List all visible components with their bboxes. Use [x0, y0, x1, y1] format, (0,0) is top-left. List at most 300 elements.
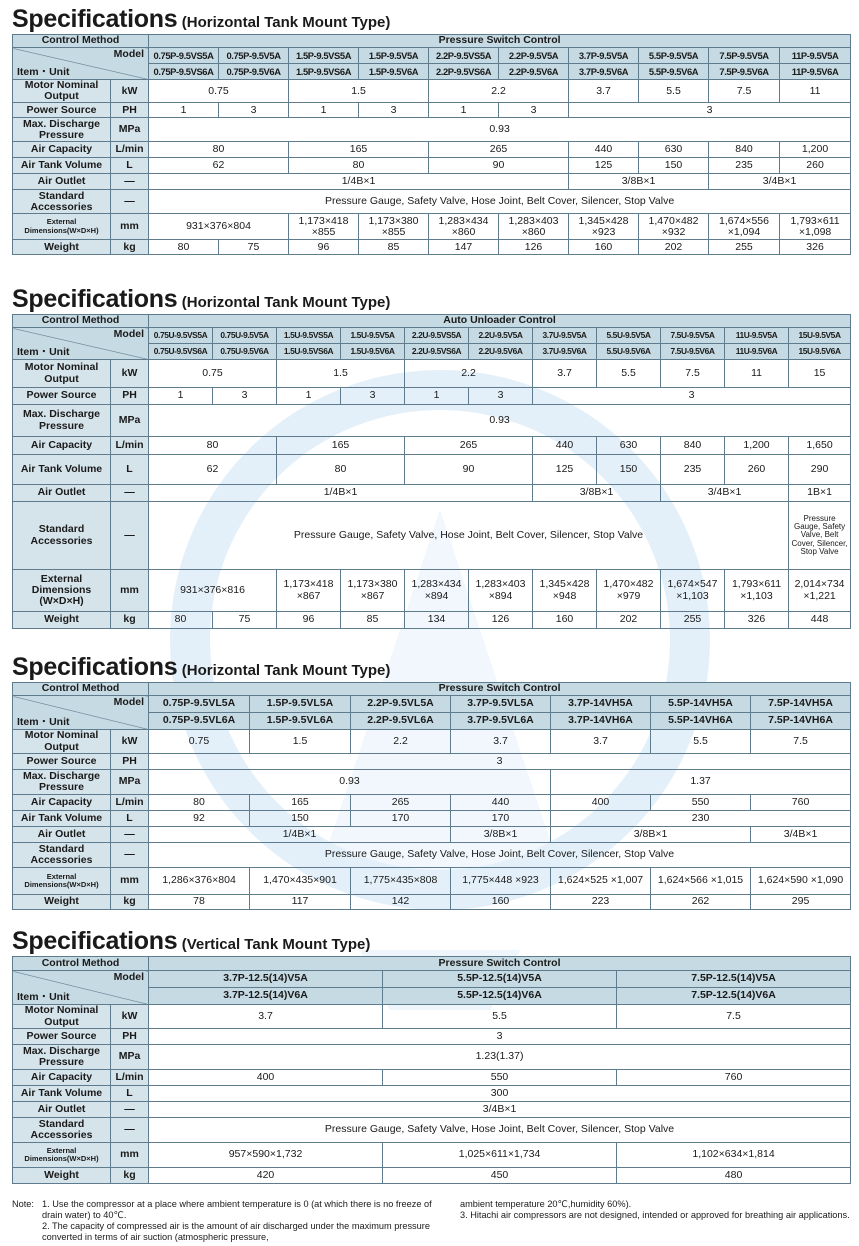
model-cell: 1.5U-9.5VS6A [277, 344, 341, 360]
cell: 3/4B×1 [661, 485, 789, 502]
model-cell: 0.75U-9.5VS5A [149, 328, 213, 344]
cell: 1,624×590 ×1,090 [751, 868, 851, 895]
note-item: 1. Use the compressor at a place where ambient temperature is 0 (at which there is no freeze of drain water) to 40℃. [42, 1199, 432, 1220]
spec-section-1 [12, 4, 850, 255]
model-item-header [13, 328, 149, 360]
cell: 1.5 [277, 360, 405, 388]
cell: 840 [661, 437, 725, 455]
cell: 3/4B×1 [751, 827, 851, 843]
row-unit: — [111, 485, 149, 502]
row-unit: PH [111, 754, 149, 770]
cell: 3 [359, 103, 429, 118]
model-cell: 2.2P-9.5VL5A [351, 696, 451, 713]
row-label: Motor Nominal Output [13, 730, 111, 754]
model-label: Model [113, 48, 145, 60]
cell: 80 [149, 142, 289, 158]
row-label: Air Capacity [13, 437, 111, 455]
model-cell: 2.2U-9.5V5A [469, 328, 533, 344]
cell: 3 [149, 754, 851, 770]
notes-column-left [12, 1199, 452, 1243]
cell: 170 [451, 811, 551, 827]
cell: 1 [277, 388, 341, 405]
model-label: Model [113, 696, 145, 708]
row-unit: L [111, 811, 149, 827]
model-cell: 5.5U-9.5V5A [597, 328, 661, 344]
control-method-value: Pressure Switch Control [149, 683, 851, 696]
control-method-label: Control Method [13, 315, 149, 328]
cell: 7.5 [709, 80, 780, 103]
cell: 3 [219, 103, 289, 118]
cell: 3.7 [551, 730, 651, 754]
cell: 3 [341, 388, 405, 405]
spec-table-4 [12, 956, 851, 1184]
cell: Pressure Gauge, Safety Valve, Hose Joint, Belt Cover, Silencer, Stop Valve [149, 190, 851, 214]
row-label: Weight [13, 240, 111, 255]
notes-label: Note: [12, 1199, 34, 1209]
cell: 1,470×482 ×932 [639, 214, 709, 240]
cell: 1,793×611 ×1,103 [725, 570, 789, 612]
cell: 165 [289, 142, 429, 158]
cell: 1 [429, 103, 499, 118]
cell: 1,345×428 ×923 [569, 214, 639, 240]
cell: 0.93 [149, 118, 851, 142]
model-cell: 1.5U-9.5VS5A [277, 328, 341, 344]
cell: 126 [499, 240, 569, 255]
row-unit: kg [111, 612, 149, 629]
cell: 62 [149, 158, 289, 174]
cell: 1,624×566 ×1,015 [651, 868, 751, 895]
cell: 2,014×734 ×1,221 [789, 570, 851, 612]
cell: 420 [149, 1168, 383, 1184]
cell: 1,624×525 ×1,007 [551, 868, 651, 895]
model-cell: 3.7P-14VH5A [551, 696, 651, 713]
cell: 1,674×556 ×1,094 [709, 214, 780, 240]
row-unit: mm [111, 214, 149, 240]
model-cell: 15U-9.5V5A [789, 328, 851, 344]
row-unit: mm [111, 570, 149, 612]
cell: 1,200 [725, 437, 789, 455]
model-cell: 1.5P-9.5VL5A [250, 696, 351, 713]
row-unit: kW [111, 1005, 149, 1029]
model-cell: 2.2P-9.5VS6A [429, 64, 499, 80]
row-label: Max. Discharge Pressure [13, 770, 111, 795]
cell: 92 [149, 811, 250, 827]
cell: 255 [709, 240, 780, 255]
control-method-value: Auto Unloader Control [149, 315, 851, 328]
section-title [12, 284, 850, 314]
title-main: Specifications [12, 653, 178, 681]
cell: 3/4B×1 [709, 174, 851, 190]
cell: 3/8B×1 [551, 827, 751, 843]
row-label: Air Outlet [13, 485, 111, 502]
cell: 85 [341, 612, 405, 629]
cell: 931×376×804 [149, 214, 289, 240]
model-cell: 1.5P-9.5V6A [359, 64, 429, 80]
cell: 295 [751, 895, 851, 910]
cell: 550 [383, 1070, 617, 1086]
cell: 90 [405, 455, 533, 485]
row-label: External Dimensions(W×D×H) [13, 868, 111, 895]
model-cell: 0.75P-9.5V6A [219, 64, 289, 80]
cell: 1,283×403 ×860 [499, 214, 569, 240]
cell: 1,173×380 ×867 [341, 570, 405, 612]
cell: 1,775×435×808 [351, 868, 451, 895]
cell: 150 [639, 158, 709, 174]
cell: 1.23(1.37) [149, 1045, 851, 1070]
model-cell: 11U-9.5V5A [725, 328, 789, 344]
row-unit: kW [111, 730, 149, 754]
cell: Pressure Gauge, Safety Valve, Hose Joint, Belt Cover, Silencer, Stop Valve [149, 1118, 851, 1143]
cell: 840 [709, 142, 780, 158]
spec-section-3 [12, 652, 850, 910]
model-cell: 3.7P-9.5V5A [569, 48, 639, 64]
title-sub: (Vertical Tank Mount Type) [181, 936, 371, 953]
cell: 0.93 [149, 405, 851, 437]
cell: 1.5 [289, 80, 429, 103]
model-cell: 3.7P-9.5VL6A [451, 713, 551, 730]
cell: 400 [551, 795, 651, 811]
cell: 1,173×418 ×855 [289, 214, 359, 240]
cell: 142 [351, 895, 451, 910]
model-cell: 7.5P-12.5(14)V5A [617, 971, 851, 988]
cell: 3.7 [149, 1005, 383, 1029]
cell: 202 [639, 240, 709, 255]
cell: 1 [405, 388, 469, 405]
title-sub: (Horizontal Tank Mount Type) [181, 662, 391, 679]
cell: 1.5 [250, 730, 351, 754]
section-title [12, 4, 850, 34]
model-cell: 2.2U-9.5VS5A [405, 328, 469, 344]
cell: 440 [569, 142, 639, 158]
cell: 80 [149, 795, 250, 811]
model-cell: 1.5U-9.5V6A [341, 344, 405, 360]
row-label: External Dimensions(W×D×H) [13, 1143, 111, 1168]
cell: 260 [725, 455, 789, 485]
cell: Pressure Gauge, Safety Valve, Belt Cover, Silencer, Stop Valve [789, 502, 851, 570]
row-unit: kg [111, 895, 149, 910]
cell: 7.5 [617, 1005, 851, 1029]
model-item-header [13, 971, 149, 1005]
item-unit-label: Item・Unit [17, 345, 70, 358]
model-cell: 3.7U-9.5V5A [533, 328, 597, 344]
model-cell: 2.2P-9.5V5A [499, 48, 569, 64]
model-cell: 7.5U-9.5V6A [661, 344, 725, 360]
model-cell: 2.2P-9.5VL6A [351, 713, 451, 730]
cell: 2.2 [429, 80, 569, 103]
row-label: Air Tank Volume [13, 455, 111, 485]
cell: 326 [780, 240, 851, 255]
row-unit: — [111, 827, 149, 843]
model-cell: 1.5P-9.5VS5A [289, 48, 359, 64]
model-cell: 7.5U-9.5V5A [661, 328, 725, 344]
model-cell: 5.5P-12.5(14)V5A [383, 971, 617, 988]
model-cell: 0.75P-9.5VL6A [149, 713, 250, 730]
row-unit: — [111, 1118, 149, 1143]
model-cell: 0.75P-9.5V5A [219, 48, 289, 64]
section-title [12, 652, 850, 682]
row-label: Weight [13, 1168, 111, 1184]
row-label: Max. Discharge Pressure [13, 405, 111, 437]
cell: 1.37 [551, 770, 851, 795]
row-label: Air Capacity [13, 142, 111, 158]
model-cell: 7.5P-14VH5A [751, 696, 851, 713]
control-method-label: Control Method [13, 957, 149, 971]
cell: 165 [250, 795, 351, 811]
cell: 3/8B×1 [533, 485, 661, 502]
control-method-label: Control Method [13, 683, 149, 696]
cell: 300 [149, 1086, 851, 1102]
model-cell: 7.5P-9.5V5A [709, 48, 780, 64]
cell: 125 [533, 455, 597, 485]
cell: 90 [429, 158, 569, 174]
cell: 0.75 [149, 730, 250, 754]
note-item: 3. Hitachi air compressors are not designed, intended or approved for breathing air applications. [460, 1210, 850, 1220]
row-label: External Dimensions (W×D×H) [13, 570, 111, 612]
model-cell: 3.7P-12.5(14)V5A [149, 971, 383, 988]
cell: 1/4B×1 [149, 485, 533, 502]
row-unit: MPa [111, 118, 149, 142]
cell: 1,102×634×1,814 [617, 1143, 851, 1168]
row-label: Air Capacity [13, 795, 111, 811]
row-label: Weight [13, 895, 111, 910]
model-cell: 1.5P-9.5V5A [359, 48, 429, 64]
row-unit: L [111, 158, 149, 174]
model-item-header [13, 696, 149, 730]
cell: 1,286×376×804 [149, 868, 250, 895]
title-main: Specifications [12, 285, 178, 313]
row-label: Power Source [13, 754, 111, 770]
row-label: Standard Accessories [13, 190, 111, 214]
cell: 290 [789, 455, 851, 485]
row-label: Power Source [13, 103, 111, 118]
cell: 0.75 [149, 80, 289, 103]
cell: 0.93 [149, 770, 551, 795]
model-cell: 2.2P-9.5V6A [499, 64, 569, 80]
model-cell: 5.5P-14VH5A [651, 696, 751, 713]
model-cell: 5.5P-9.5V5A [639, 48, 709, 64]
model-cell: 7.5P-9.5V6A [709, 64, 780, 80]
item-unit-label: Item・Unit [17, 715, 70, 728]
cell: 160 [451, 895, 551, 910]
cell: Pressure Gauge, Safety Valve, Hose Joint, Belt Cover, Silencer, Stop Valve [149, 843, 851, 868]
cell: 3 [499, 103, 569, 118]
model-cell: 5.5P-14VH6A [651, 713, 751, 730]
cell: 550 [651, 795, 751, 811]
cell: 11 [780, 80, 851, 103]
cell: 80 [277, 455, 405, 485]
model-cell: 0.75P-9.5VL5A [149, 696, 250, 713]
cell: 117 [250, 895, 351, 910]
cell: 75 [213, 612, 277, 629]
cell: 440 [451, 795, 551, 811]
cell: 1,283×403 ×894 [469, 570, 533, 612]
cell: 3 [469, 388, 533, 405]
model-cell: 3.7P-9.5VL5A [451, 696, 551, 713]
control-method-value: Pressure Switch Control [149, 35, 851, 48]
cell: 80 [149, 240, 219, 255]
control-method-label: Control Method [13, 35, 149, 48]
row-unit: L/min [111, 142, 149, 158]
model-item-header [13, 48, 149, 80]
model-cell: 0.75U-9.5VS6A [149, 344, 213, 360]
cell: 160 [533, 612, 597, 629]
row-label: Max. Discharge Pressure [13, 1045, 111, 1070]
row-unit: kW [111, 360, 149, 388]
row-unit: PH [111, 103, 149, 118]
cell: 80 [149, 612, 213, 629]
cell: 1 [149, 388, 213, 405]
cell: 85 [359, 240, 429, 255]
cell: 75 [219, 240, 289, 255]
row-unit: mm [111, 1143, 149, 1168]
cell: 2.2 [351, 730, 451, 754]
cell: 480 [617, 1168, 851, 1184]
cell: 235 [709, 158, 780, 174]
row-unit: — [111, 190, 149, 214]
cell: 1/4B×1 [149, 827, 451, 843]
model-cell: 5.5P-12.5(14)V6A [383, 988, 617, 1005]
cell: 1,025×611×1,734 [383, 1143, 617, 1168]
row-unit: — [111, 843, 149, 868]
row-unit: MPa [111, 405, 149, 437]
cell: 1,775×448 ×923 [451, 868, 551, 895]
cell: 165 [277, 437, 405, 455]
row-label: Power Source [13, 388, 111, 405]
note-item: ambient temperature 20℃,humidity 60%). [460, 1199, 632, 1209]
spec-table-3 [12, 682, 851, 910]
cell: 235 [661, 455, 725, 485]
cell: 80 [289, 158, 429, 174]
spec-table-2 [12, 314, 851, 629]
cell: 1 [149, 103, 219, 118]
cell: 1/4B×1 [149, 174, 569, 190]
model-label: Model [113, 328, 145, 340]
title-sub: (Horizontal Tank Mount Type) [181, 14, 391, 31]
model-cell: 0.75P-9.5VS5A [149, 48, 219, 64]
cell: 3.7 [533, 360, 597, 388]
model-cell: 7.5P-14VH6A [751, 713, 851, 730]
model-cell: 11U-9.5V6A [725, 344, 789, 360]
cell: 1,470×435×901 [250, 868, 351, 895]
row-label: Power Source [13, 1029, 111, 1045]
cell: 2.2 [405, 360, 533, 388]
model-cell: 1.5P-9.5VS6A [289, 64, 359, 80]
row-label: Air Outlet [13, 1102, 111, 1118]
cell: 80 [149, 437, 277, 455]
row-unit: PH [111, 1029, 149, 1045]
model-cell: 1.5U-9.5V5A [341, 328, 405, 344]
cell: 5.5 [651, 730, 751, 754]
row-unit: L [111, 455, 149, 485]
section-title [12, 926, 850, 956]
cell: 760 [617, 1070, 851, 1086]
cell: 260 [780, 158, 851, 174]
row-unit: kg [111, 240, 149, 255]
cell: 440 [533, 437, 597, 455]
cell: 760 [751, 795, 851, 811]
row-label: Motor Nominal Output [13, 80, 111, 103]
control-method-value: Pressure Switch Control [149, 957, 851, 971]
cell: 1,793×611 ×1,098 [780, 214, 851, 240]
row-label: Air Outlet [13, 827, 111, 843]
note-item: 2. The capacity of compressed air is the amount of air discharged under the maximum pressure converted in terms of air suction (atmospheric pressure, [42, 1221, 430, 1242]
row-label: Air Tank Volume [13, 1086, 111, 1102]
cell: 126 [469, 612, 533, 629]
row-unit: MPa [111, 770, 149, 795]
model-cell: 11P-9.5V5A [780, 48, 851, 64]
cell: 147 [429, 240, 499, 255]
model-cell: 11P-9.5V6A [780, 64, 851, 80]
row-label: Air Tank Volume [13, 811, 111, 827]
cell: 125 [569, 158, 639, 174]
model-cell: 15U-9.5V6A [789, 344, 851, 360]
model-cell: 3.7P-12.5(14)V6A [149, 988, 383, 1005]
cell: 450 [383, 1168, 617, 1184]
row-label: Max. Discharge Pressure [13, 118, 111, 142]
cell: 78 [149, 895, 250, 910]
row-label: Motor Nominal Output [13, 1005, 111, 1029]
cell: 7.5 [751, 730, 851, 754]
cell: 3 [569, 103, 851, 118]
cell: 1,345×428 ×948 [533, 570, 597, 612]
cell: 96 [277, 612, 341, 629]
row-label: Motor Nominal Output [13, 360, 111, 388]
cell: Pressure Gauge, Safety Valve, Hose Joint, Belt Cover, Silencer, Stop Valve [149, 502, 789, 570]
cell: 5.5 [639, 80, 709, 103]
cell: 931×376×816 [149, 570, 277, 612]
cell: 134 [405, 612, 469, 629]
row-unit: MPa [111, 1045, 149, 1070]
spec-section-2 [12, 284, 850, 629]
row-label: Air Capacity [13, 1070, 111, 1086]
cell: 1,674×547 ×1,103 [661, 570, 725, 612]
row-label: Air Tank Volume [13, 158, 111, 174]
spec-table-1 [12, 34, 851, 255]
row-label: Air Outlet [13, 174, 111, 190]
cell: 170 [351, 811, 451, 827]
model-cell: 2.2U-9.5V6A [469, 344, 533, 360]
cell: 1 [289, 103, 359, 118]
row-label: External Dimensions(W×D×H) [13, 214, 111, 240]
cell: 1,470×482 ×979 [597, 570, 661, 612]
row-unit: PH [111, 388, 149, 405]
cell: 202 [597, 612, 661, 629]
cell: 630 [639, 142, 709, 158]
cell: 1,650 [789, 437, 851, 455]
model-cell: 2.2U-9.5VS6A [405, 344, 469, 360]
row-unit: — [111, 174, 149, 190]
cell: 150 [597, 455, 661, 485]
row-unit: L/min [111, 1070, 149, 1086]
row-label: Standard Accessories [13, 1118, 111, 1143]
cell: 1,200 [780, 142, 851, 158]
cell: 96 [289, 240, 359, 255]
notes-column-right [460, 1199, 852, 1221]
cell: 230 [551, 811, 851, 827]
cell: 3 [149, 1029, 851, 1045]
cell: 3/8B×1 [569, 174, 709, 190]
item-unit-label: Item・Unit [17, 990, 70, 1003]
cell: 62 [149, 455, 277, 485]
model-cell: 3.7P-9.5V6A [569, 64, 639, 80]
cell: 957×590×1,732 [149, 1143, 383, 1168]
row-unit: L/min [111, 437, 149, 455]
cell: 1,283×434 ×860 [429, 214, 499, 240]
cell: 262 [651, 895, 751, 910]
model-cell: 3.7U-9.5V6A [533, 344, 597, 360]
row-unit: L/min [111, 795, 149, 811]
model-cell: 0.75P-9.5VS6A [149, 64, 219, 80]
